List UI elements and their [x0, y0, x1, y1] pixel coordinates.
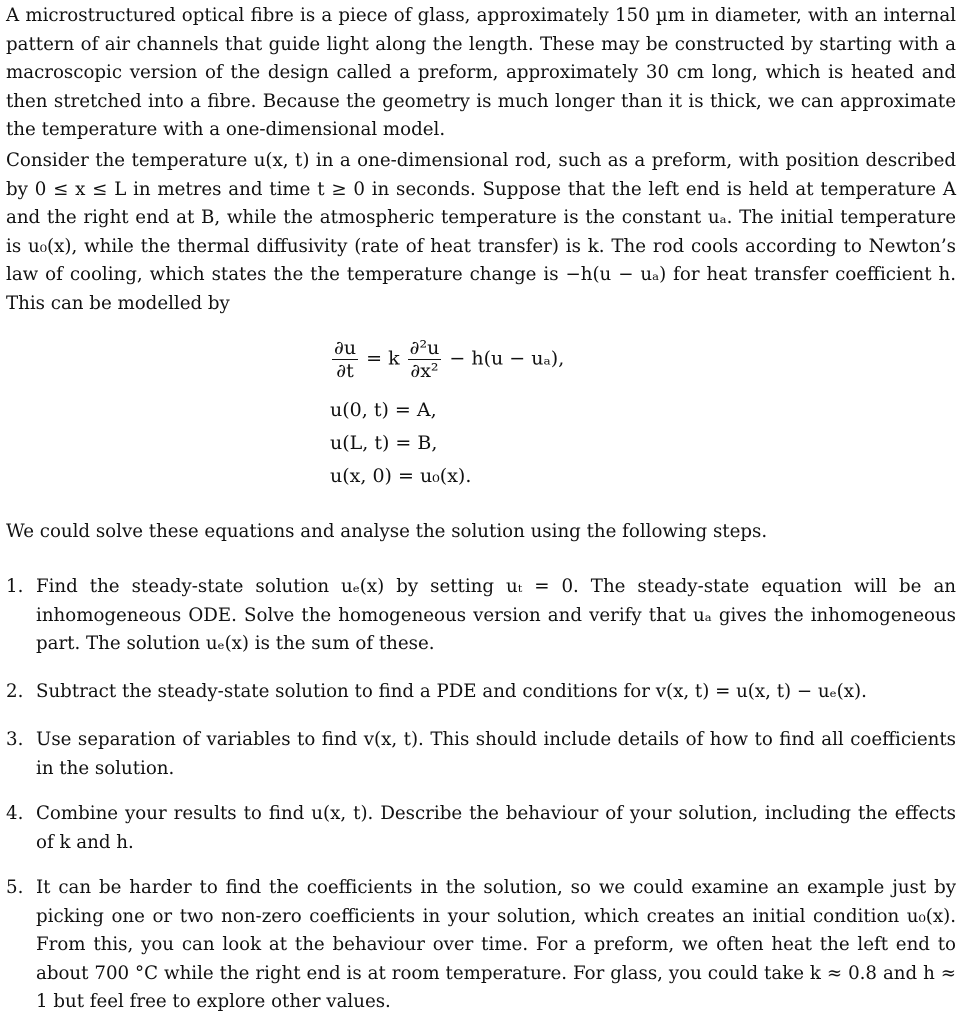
du-numerator: ∂u — [334, 337, 357, 359]
steps-intro: We could solve these equations and analyse the solution using the following steps. — [6, 521, 768, 542]
d2u-dx2-fraction — [408, 337, 442, 382]
dx2-denominator: ∂x² — [410, 360, 439, 382]
step-text: Combine your results to find u(x, t). Describe the behaviour of your solution, including the effects of k and h. — [36, 803, 956, 853]
equals-k: = k — [366, 347, 400, 370]
step-text: It can be harder to find the coefficients in the solution, so we could examine an example just by picking one or two non-zero coefficients in your solution, which creates an initial condition u₀(x). From this, you can look at the behaviour over time. For a preform, we often heat the left end to about 700 °C while the right end is at room temperature. For glass, you could take k ≈ 0.8 and h ≈ 1 but feel free to explore other values. — [36, 877, 956, 1013]
pde-equation — [330, 337, 564, 382]
right-boundary-condition: u(L, t) = B, — [330, 432, 438, 454]
step-number: 2. — [6, 681, 24, 702]
left-boundary-condition: u(0, t) = A, — [330, 399, 437, 421]
step-text: Subtract the steady-state solution to find a PDE and conditions for v(x, t) = u(x, t) − uₑ(x). — [36, 681, 867, 702]
step-number: 1. — [6, 576, 24, 597]
d2u-numerator: ∂²u — [409, 337, 440, 359]
step-number: 3. — [6, 729, 24, 750]
step-text: Find the steady-state solution uₑ(x) by setting uₜ = 0. The steady-state equation will be an inhomogeneous ODE. Solve the homogeneous version and verify that uₐ gives the inhomogeneous part. The solution uₑ(x) is the sum of these. — [36, 576, 956, 655]
step-text: Use separation of variables to find v(x, t). This should include details of how to find all coefficients in the solution. — [36, 729, 956, 779]
step-number: 5. — [6, 877, 24, 898]
cooling-term: − h(u − uₐ), — [449, 347, 565, 370]
du-dt-fraction — [332, 337, 358, 382]
intro-paragraph: A microstructured optical fibre is a piece of glass, approximately 150 µm in diameter, with an internal pattern of air channels that guide light along the length. These may be constructed by starting with a macroscopic version of the design called a preform, approximately 30 cm long, which is heated and then stretched into a fibre. Because the geometry is much longer than it is thick, we can approximate the temperature with a one-dimensional model. — [6, 5, 956, 141]
model-paragraph: Consider the temperature u(x, t) in a one-dimensional rod, such as a preform, with position described by 0 ≤ x ≤ L in metres and time t ≥ 0 in seconds. Suppose that the left end is held at temperature A and the right end at B, while the atmospheric temperature is the constant uₐ. The initial temperature is u₀(x), while the thermal diffusivity (rate of heat transfer) is k. The rod cools according to Newton’s law of cooling, which states the the temperature change is −h(u − uₐ) for heat transfer coefficient h. This can be modelled by — [6, 150, 956, 314]
dt-denominator: ∂t — [336, 360, 354, 382]
step-number: 4. — [6, 803, 24, 824]
initial-condition: u(x, 0) = u₀(x). — [330, 465, 472, 487]
